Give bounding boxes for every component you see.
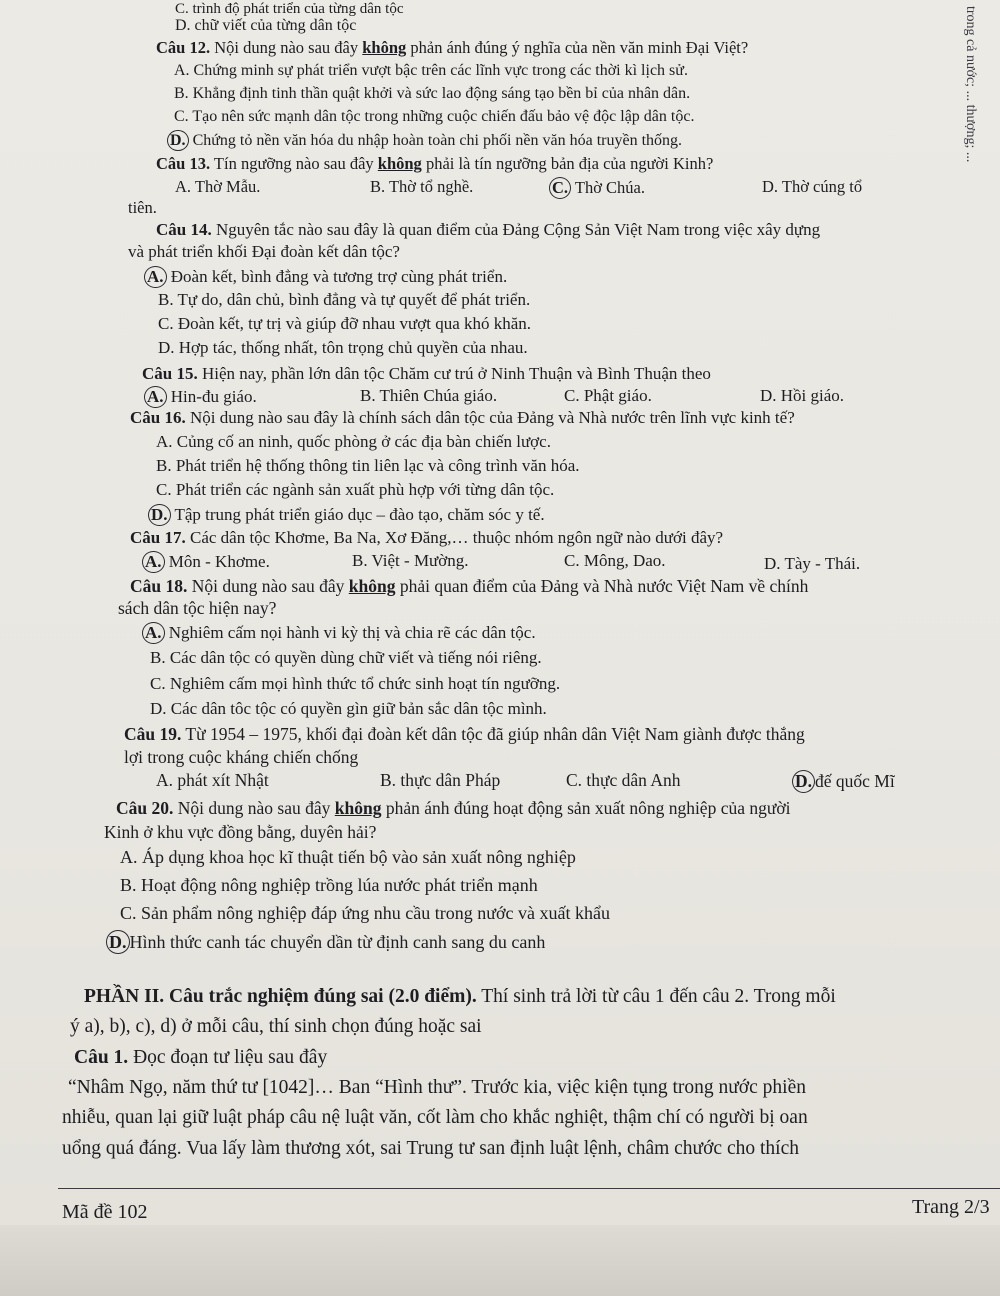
q14-option-d [158,338,528,358]
q17-option-d [764,554,860,574]
text-line [156,38,748,58]
circled-answer: D. [148,504,171,526]
margin-handwriting: trong cả nước; ... thượng; ... [963,6,978,163]
circled-answer: A. [144,266,167,288]
option-text: B. Việt - Mường. [352,551,469,570]
text-line [156,154,713,174]
q18-cont [118,598,276,619]
q17-option-c [564,551,666,571]
option-text: B. thực dân Pháp [380,770,501,790]
q14-option-c [158,314,531,334]
line-text: phải là tín ngưỡng bản địa của người Kinh? [421,154,714,173]
line-text: B. Khẳng định tinh thần quật khởi và sức lao động sáng tạo bền bỉ của nhân dân. [174,85,691,102]
section-title: PHẦN II. Câu trắc nghiệm đúng sai (2.0 điểm). [84,986,477,1007]
option-text: Tập trung phát triển giáo dục – đào tạo, chăm sóc y tế. [170,505,545,524]
page-shadow [0,1225,1000,1296]
option-text: D. Hợp tác, thống nhất, tôn trọng chủ quyền của nhau. [158,338,528,357]
q13-option-b [370,177,473,197]
q18-option-a [146,622,536,644]
part2-heading [84,985,836,1008]
question-text: Kinh ở khu vực đồng bằng, duyên hải? [104,822,377,842]
q19-title [124,724,805,745]
q16-option-d [152,504,545,526]
q15-option-c [564,386,652,406]
q17-title [130,528,723,548]
line-text: Chứng tỏ nền văn hóa du nhập hoàn toàn chi phối nền văn hóa truyền thống. [188,132,683,149]
line-text: Nội dung nào sau đây [210,38,363,57]
circled-answer: C. [549,177,571,199]
text-line [174,61,688,80]
question-number: Câu 1. [74,1047,129,1068]
underlined-word: không [348,576,396,596]
option-text: B. Thờ tổ nghề. [370,177,474,196]
part2-cont [70,1015,482,1038]
q18-option-c [150,674,560,694]
q15-option-b [360,386,497,406]
question-number: Câu 18. [130,576,188,596]
q14-option-a [148,266,507,288]
option-text: A. Áp dụng khoa học kĩ thuật tiến bộ vào sản xuất nông nghiệp [120,847,576,867]
question-number: Câu 13. [156,154,211,173]
c1-heading [74,1046,327,1069]
question-text: và phát triển khối Đại đoàn kết dân tộc? [128,242,400,261]
option-text: B. Các dân tộc có quyền dùng chữ viết và tiếng nói riêng. [150,648,542,667]
option-text: B. Tự do, dân chủ, bình đẳng và tự quyết để phát triển. [158,290,531,309]
line-text: phản ánh đúng ý nghĩa của nền văn minh Đại Việt? [406,38,749,57]
underlined-word: không [362,38,407,57]
question-text: Nguyên tắc nào sau đây là quan điểm của Đảng Cộng Sản Việt Nam trong việc xây dựng [211,220,821,239]
circled-answer: D. [792,770,815,793]
q19-option-d [796,770,895,793]
line-text: Tín ngưỡng nào sau đây [210,154,378,173]
option-text: D. Thờ cúng tổ [762,177,863,196]
question-text: Nội dung nào sau đây [187,576,349,596]
q14-option-b [158,290,530,310]
question-text: Nội dung nào sau đây [173,798,335,818]
circled-answer: A. [144,386,167,408]
option-text: Hình thức canh tác chuyển dần từ định canh sang du canh [129,932,546,952]
q19-option-a [156,770,269,791]
q18-title [130,576,808,597]
section-text: Thí sinh trả lời từ câu 1 đến câu 2. Trong mỗi [476,986,836,1007]
option-text: đế quốc Mĩ [815,771,895,791]
option-text: C. Phật giáo. [564,386,652,405]
q15-option-a [148,386,257,408]
q19-option-b [380,770,500,791]
option-text: B. Thiên Chúa giáo. [360,386,498,405]
q14-cont [128,242,400,262]
option-text: Hin-đu giáo. [166,387,257,406]
line-text: D. chữ viết của từng dân tộc [175,17,357,34]
question-text: Các dân tộc Khơme, Ba Na, Xơ Đăng,… thuộc nhóm ngôn ngữ nào dưới đây? [185,528,724,547]
question-text: lợi trong cuộc kháng chiến chống [124,747,359,767]
question-number: Câu 19. [124,724,182,744]
q19-cont [124,747,358,768]
page-number: Trang 2/3 [912,1196,990,1218]
passage-text: uổng quá đáng. Vua lấy làm thương xót, sai Trung tư san định luật lệnh, châm chước cho thích [62,1138,799,1159]
option-text: Nghiêm cấm nọi hành vi kỳ thị và chia rẽ các dân tộc. [164,623,536,642]
q20-option-d [110,930,545,954]
option-text: C. Mông, Dao. [564,551,666,570]
option-text: A. Thờ Mẫu. [175,177,261,196]
q18-option-b [150,648,542,668]
circled-answer: A. [142,551,165,573]
question-number: Câu 12. [156,38,211,57]
circled-answer: D. [167,130,189,151]
option-text: B. Phát triển hệ thống thông tin liên lạc và công trình văn hóa. [156,456,580,475]
question-number: Câu 14. [156,220,212,239]
text-line [174,107,694,126]
q15-option-d [760,386,844,406]
underlined-word: không [334,798,382,818]
q20-title [116,798,790,819]
question-text: phản ánh đúng hoạt động sản xuất nông nghiệp của người [381,798,791,818]
question-text: Nội dung nào sau đây là chính sách dân tộc của Đảng và Nhà nước trên lĩnh vực kinh tế? [185,408,795,427]
option-text: C. Nghiêm cấm mọi hình thức tổ chức sinh hoạt tín ngưỡng. [150,674,561,693]
line-text: C. Tạo nên sức mạnh dân tộc trong những cuộc chiến đấu bảo vệ độc lập dân tộc. [174,108,695,125]
option-text: D. Các dân tôc tộc có quyền gìn giữ bản sắc dân tộc mình. [150,699,547,718]
q20-option-b [120,874,538,896]
q18-option-d [150,699,547,719]
question-text: Hiện nay, phần lớn dân tộc Chăm cư trú ở Ninh Thuận và Bình Thuận theo [197,364,711,383]
q17-option-a [146,551,270,573]
q19-option-c [566,770,680,791]
question-number: Câu 20. [116,798,174,818]
q20-option-a [120,846,576,868]
text-line [174,84,690,103]
option-text: A. Củng cố an ninh, quốc phòng ở các địa bàn chiến lược. [156,432,551,451]
text-line [175,16,356,35]
q13-option-d [762,177,862,197]
question-number: Câu 15. [142,364,198,383]
exam-code: Mã đề 102 [62,1201,148,1223]
q14-title [156,220,820,240]
option-text: C. Phát triển các ngành sản xuất phù hợp với từng dân tộc. [156,480,555,499]
q16-option-b [156,456,580,476]
text-line [171,130,682,151]
option-text: Môn - Khơme. [164,552,270,571]
question-number: Câu 16. [130,408,186,427]
option-text: tiên. [128,198,157,217]
option-text: D. Hồi giáo. [760,386,845,405]
passage-line [62,1106,808,1129]
circled-answer: D. [106,930,130,954]
q16-option-c [156,480,554,500]
q20-cont [104,822,376,843]
underlined-word: không [377,154,422,173]
q17-option-b [352,551,469,571]
option-text: C. thực dân Anh [566,770,681,790]
passage-line [68,1076,806,1099]
q20-option-c [120,902,610,924]
q16-option-a [156,432,551,452]
q16-title [130,408,795,428]
option-text: C. Đoàn kết, tự trị và giúp đỡ nhau vượt qua khó khăn. [158,314,532,333]
q13-tail [128,198,157,218]
option-text: A. phát xít Nhật [156,770,269,790]
passage-text: nhiễu, quan lại giữ luật pháp câu nệ luật văn, cốt làm cho khắc nghiệt, thậm chí có người bị oan [62,1107,808,1128]
question-number: Câu 17. [130,528,186,547]
option-text: Thờ Chúa. [571,178,646,197]
option-text: Đoàn kết, bình đẳng và tương trợ cùng phát triển. [166,267,508,286]
option-text: B. Hoạt động nông nghiệp trồng lúa nước phát triển mạnh [120,875,538,895]
option-text: C. Sản phẩm nông nghiệp đáp ứng nhu cầu trong nước và xuất khẩu [120,903,610,923]
line-text: C. trình độ phát triển của từng dân tộc [175,1,404,17]
line-text: A. Chứng minh sự phát triển vượt bậc trên các lĩnh vực trong các thời kì lịch sử. [174,62,688,79]
question-text: Từ 1954 – 1975, khối đại đoàn kết dân tộc đã giúp nhân dân Việt Nam giành được thắng [181,724,805,744]
circled-answer: A. [142,622,165,644]
footer-rule [58,1188,1000,1189]
question-text: phải quan điểm của Đảng và Nhà nước Việt Nam về chính [395,576,809,596]
option-text: D. Tày - Thái. [764,554,861,573]
question-text: Đọc đoạn tư liệu sau đây [128,1047,328,1068]
passage-line [62,1137,799,1160]
question-text: sách dân tộc hiện nay? [118,598,277,618]
q13-option-a [175,177,260,197]
passage-text: “Nhâm Ngọ, năm thứ tư [1042]… Ban “Hình thư”. Trước kia, việc kiện tụng trong nước phiền [68,1077,806,1098]
section-text: ý a), b), c), d) ở mỗi câu, thí sinh chọn đúng hoặc sai [70,1016,482,1037]
q13-option-c [553,177,645,199]
q15-title [142,364,711,384]
